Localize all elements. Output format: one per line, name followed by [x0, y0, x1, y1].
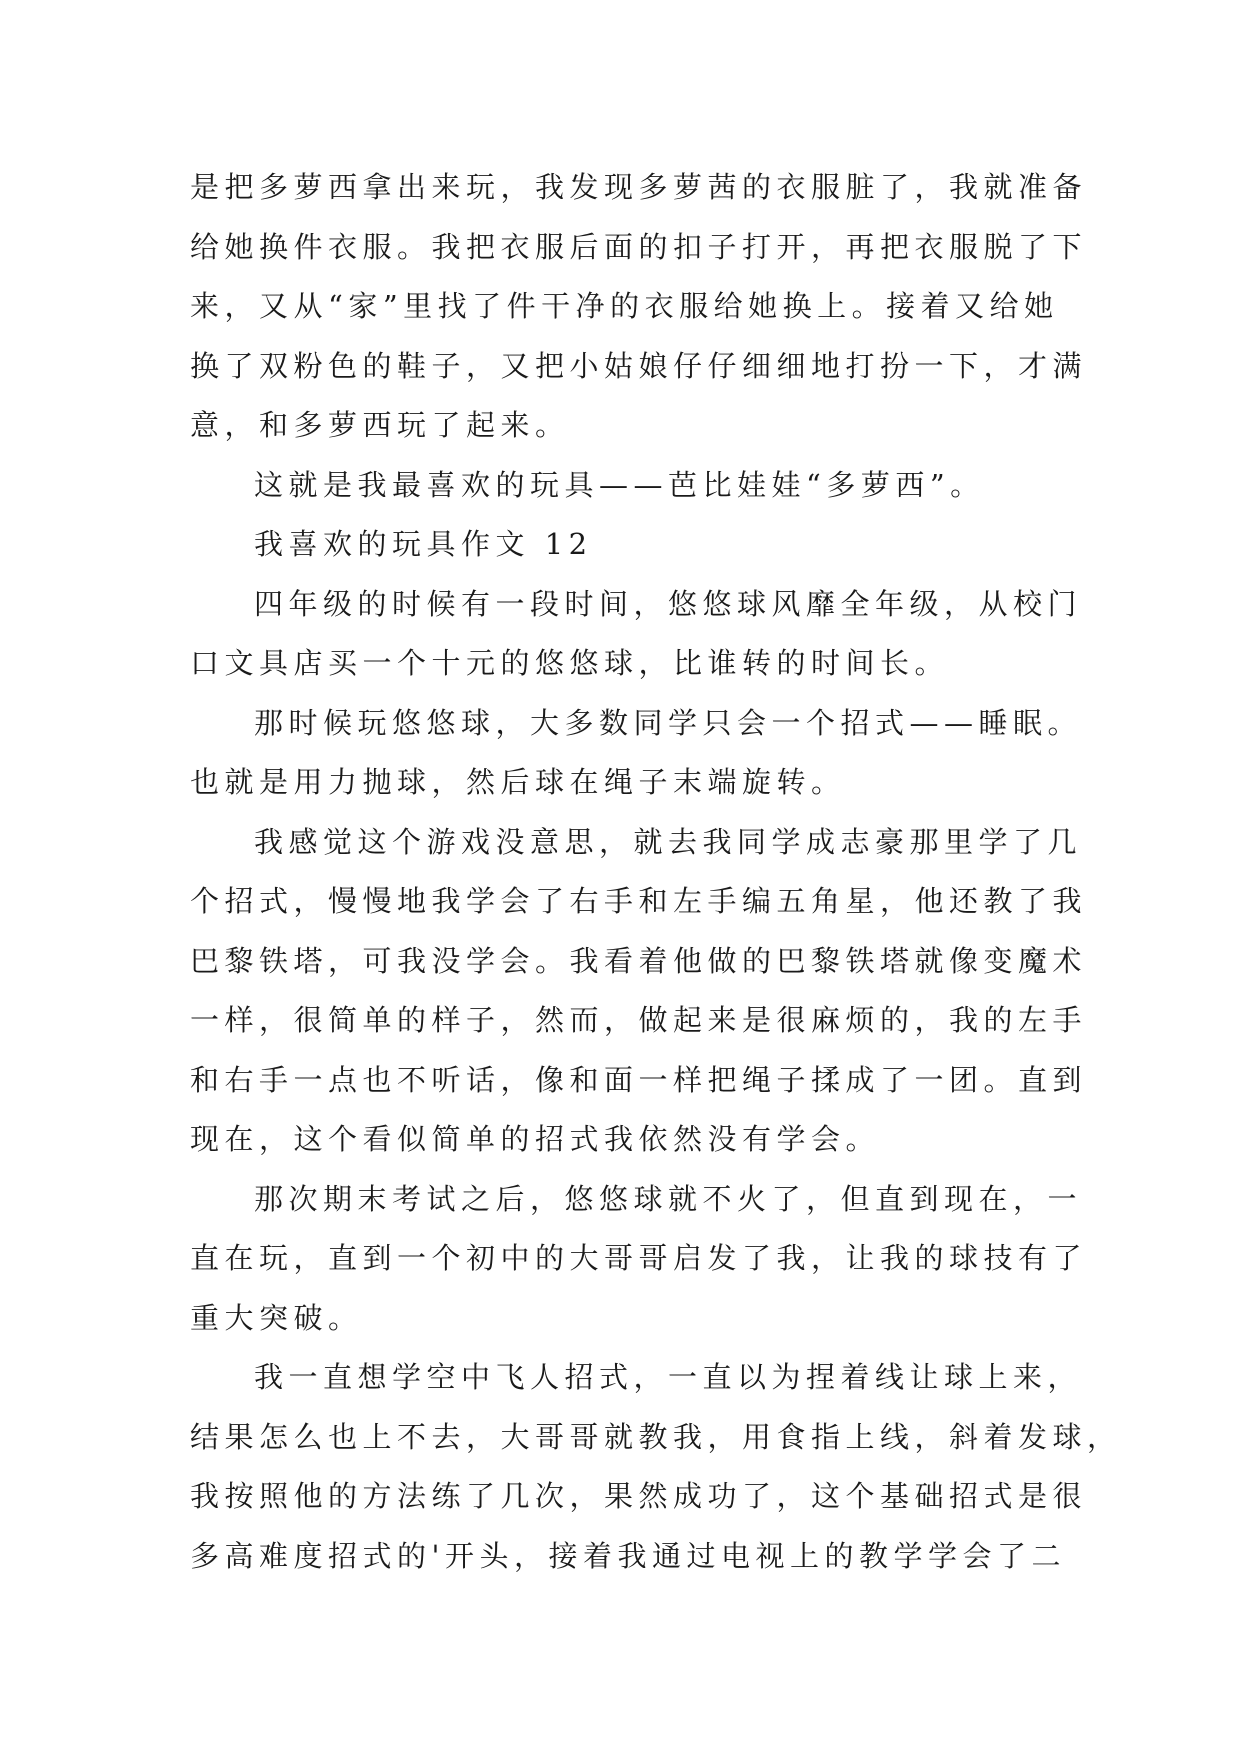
- article-body: [190, 158, 1122, 1586]
- text-line: 换了双粉色的鞋子，又把小姑娘仔仔细细地打扮一下，才满: [190, 348, 1088, 383]
- text-line: 结果怎么也上不去，大哥哥就教我，用食指上线，斜着发球，: [190, 1419, 1122, 1454]
- paragraph-first-line: 这就是我最喜欢的玩具——芭比娃娃“多萝西”。: [254, 467, 985, 502]
- text-line: 来，又从“家”里找了件干净的衣服给她换上。接着又给她: [190, 289, 1059, 323]
- text-line: 和右手一点也不听话，像和面一样把绳子揉成了一团。直到: [190, 1062, 1088, 1097]
- text-line: 给她换件衣服。我把衣服后面的扣子打开，再把衣服脱了下: [190, 229, 1088, 264]
- paragraph-first-line: 那时候玩悠悠球，大多数同学只会一个招式——睡眠。: [254, 705, 1083, 740]
- text-line: 一样，很简单的样子，然而，做起来是很麻烦的，我的左手: [190, 1003, 1088, 1037]
- text-line: 意，和多萝西玩了起来。: [190, 408, 570, 442]
- text-line: 个招式，慢慢地我学会了右手和左手编五角星，他还教了我: [190, 884, 1088, 918]
- text-line: 也就是用力抛球，然后球在绳子末端旋转。: [190, 765, 846, 799]
- text-line: 口文具店买一个十元的悠悠球，比谁转的时间长。: [190, 646, 950, 680]
- text-line: 我按照他的方法练了几次，果然成功了，这个基础招式是很: [190, 1479, 1088, 1513]
- text-line: 重大突破。: [190, 1300, 363, 1335]
- text-line: 是把多萝西拿出来玩，我发现多萝茜的衣服脏了，我就准备: [190, 170, 1088, 204]
- text-line: 多高难度招式的'开头，接着我通过电视上的教学学会了二: [190, 1538, 1066, 1573]
- text-line: 巴黎铁塔，可我没学会。我看着他做的巴黎铁塔就像变魔术: [190, 943, 1088, 978]
- paragraph-first-line: 我喜欢的玩具作文 12: [254, 527, 593, 561]
- paragraph-first-line: 我感觉这个游戏没意思，就去我同学成志豪那里学了几: [254, 824, 1083, 859]
- paragraph-first-line: 四年级的时候有一段时间，悠悠球风靡全年级，从校门: [254, 586, 1083, 621]
- paragraph-first-line: 那次期末考试之后，悠悠球就不火了，但直到现在，一: [254, 1181, 1083, 1216]
- text-line: 现在，这个看似简单的招式我依然没有学会。: [190, 1122, 881, 1156]
- text-line: 直在玩，直到一个初中的大哥哥启发了我，让我的球技有了: [190, 1241, 1088, 1275]
- paragraph-first-line: 我一直想学空中飞人招式，一直以为捏着线让球上来，: [254, 1360, 1083, 1394]
